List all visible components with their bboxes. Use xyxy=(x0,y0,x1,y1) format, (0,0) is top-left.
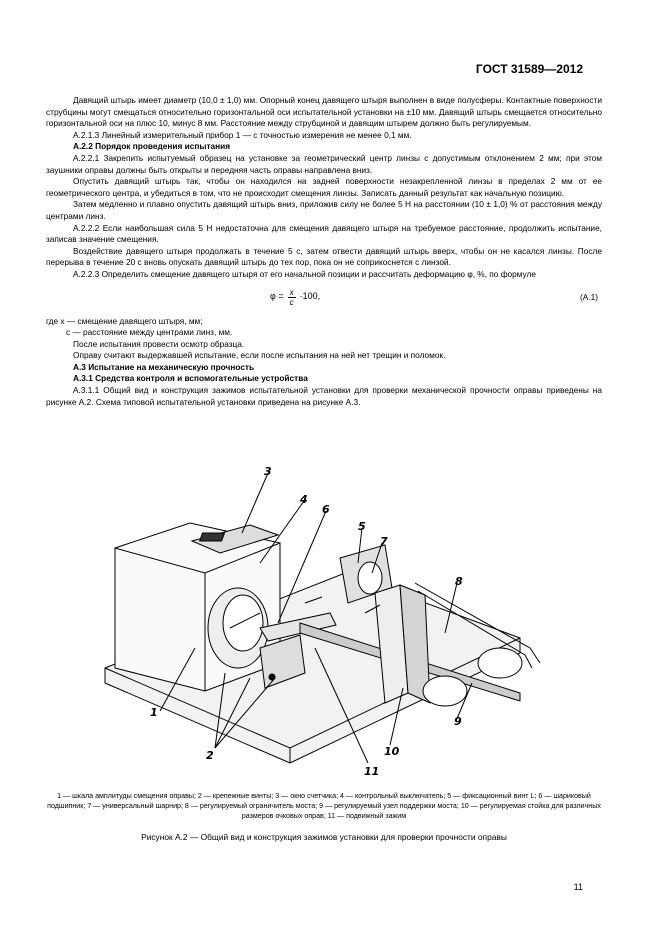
formula-rhs: ·100, xyxy=(299,291,321,302)
callout-2: 2 xyxy=(206,749,214,762)
formula xyxy=(270,288,320,307)
figure-legend: 1 — шкала амплитуды смещения оправы; 2 — крепежные винты; 3 — окно счетчика; 4 — контрольный выключатель; 5 — фиксационный винт L; 6 — шариковый подшипник; 7 — универсальный шарнир; 8 — регулируемый ограничитель моста; 9 — регулируемый узел поддержки моста; 10 — регулируемая стойка для различных размеров очковых оправ; 11 — подвижный зажим xyxy=(47,792,601,820)
leader-line xyxy=(242,473,268,533)
standard-number: ГОСТ 31589—2012 xyxy=(475,62,583,76)
callout-11: 11 xyxy=(364,765,380,778)
formula-lhs: φ = xyxy=(270,291,284,302)
paragraph: Опустить давящий штырь так, чтобы он находился на задней поверхности незакрепленной линзы в пределах 2 мм от ее геометрического центра, и убедиться в том, что не происходит смещения линзы. Записать данный результат как начальную позицию. xyxy=(46,176,602,198)
paragraph: А.2.2.2 Если наибольшая сила 5 Н недостаточна для смещения давящего штыря на требуемое расстояние, продолжить испытание, записав значение смещения. xyxy=(46,222,602,245)
section-heading: А.2.2 Порядок проведения испытания xyxy=(73,141,231,152)
paragraph: Воздействие давящего штыря продолжать в течение 5 с, затем отвести давящий штырь вверх, чтобы он не касался линзы. После перерыва в течение 20 с вновь опускать давящий штырь до тех пор, пока он не соприкоснется с линзой. xyxy=(46,245,602,268)
paragraph: После испытания провести осмотр образца. xyxy=(73,338,245,349)
apparatus-drawing xyxy=(100,463,570,785)
callout-6: 6 xyxy=(322,503,330,516)
paragraph: А.2.1.3 Линейный измерительный прибор 1 — с точностью измерения не менее 0,1 мм. xyxy=(73,129,412,140)
callout-7: 7 xyxy=(380,535,388,548)
callout-4: 4 xyxy=(300,493,308,506)
formula-fraction xyxy=(288,288,296,307)
figure-caption: Рисунок А.2 — Общий вид и конструкция зажимов установки для проверки прочности оправы xyxy=(141,832,507,842)
callout-9: 9 xyxy=(454,715,462,728)
callout-3: 3 xyxy=(264,465,272,478)
section-heading: А.3 Испытание на механическую прочность xyxy=(73,361,255,372)
bearing xyxy=(358,562,382,594)
equation-number: (А.1) xyxy=(580,291,598,302)
paragraph: Затем медленно и плавно опустить давящий штырь вниз, приложив силу не более 5 Н на расстоянии (10 ± 1,0) % от расстояния между центрами линз. xyxy=(46,199,602,221)
formula-denominator: c xyxy=(289,297,294,307)
where-line: c — расстояние между центрами линз, мм. xyxy=(66,327,233,338)
lens-holder-right xyxy=(478,648,522,678)
paragraph: А.3.1.1 Общий вид и конструкция зажимов испытательной установки для проверки механической прочности оправы приведены на рисунке А.2. Схема типовой испытательной установки приведена на рисунке А.3. xyxy=(46,385,602,407)
callout-1: 1 xyxy=(150,706,158,719)
formula-numerator: x xyxy=(289,287,294,297)
where-line: где x — смещение давящего штыря, мм; xyxy=(46,315,203,326)
callout-8: 8 xyxy=(455,575,463,588)
paragraph: Давящий штырь имеет диаметр (10,0 ± 1,0) мм. Опорный конец давящего штыря выполнен в виде полусферы. Контактные поверхности струбцины могут смещаться относительно горизонтальной оси испытательной установки на ±10 мм. Давящий штырь смещается относительно горизонтальной оси на плюс 10, минус 8 мм. Расстояние между струбциной и давящим штырем должно быть регулируемым. xyxy=(46,95,602,129)
callout-10: 10 xyxy=(384,745,400,758)
dial-face xyxy=(223,595,263,651)
figure-a2-apparatus xyxy=(100,463,570,785)
page-number: 11 xyxy=(573,882,583,892)
paragraph: Оправу считают выдержавшей испытание, если после испытания на ней нет трещин и поломок. xyxy=(73,350,446,361)
lens-holder-left xyxy=(423,676,467,706)
body-text xyxy=(46,95,602,408)
paragraph: А.2.2.1 Закрепить испытуемый образец на установке за геометрический центр линзы с допустимым отклонением 2 мм; при этом заушники оправы должны быть открыты и передняя часть оправы направлена вниз. xyxy=(46,152,602,175)
formula-a1 xyxy=(46,284,602,314)
section-heading: А.3.1 Средства контроля и вспомогательные устройства xyxy=(73,373,308,384)
paragraph: А.2.2.3 Определить смещение давящего штыря от его начальной позиции и рассчитать деформацию φ, %, по формуле xyxy=(73,268,536,279)
callout-5: 5 xyxy=(358,520,366,533)
counter-display xyxy=(200,533,225,541)
